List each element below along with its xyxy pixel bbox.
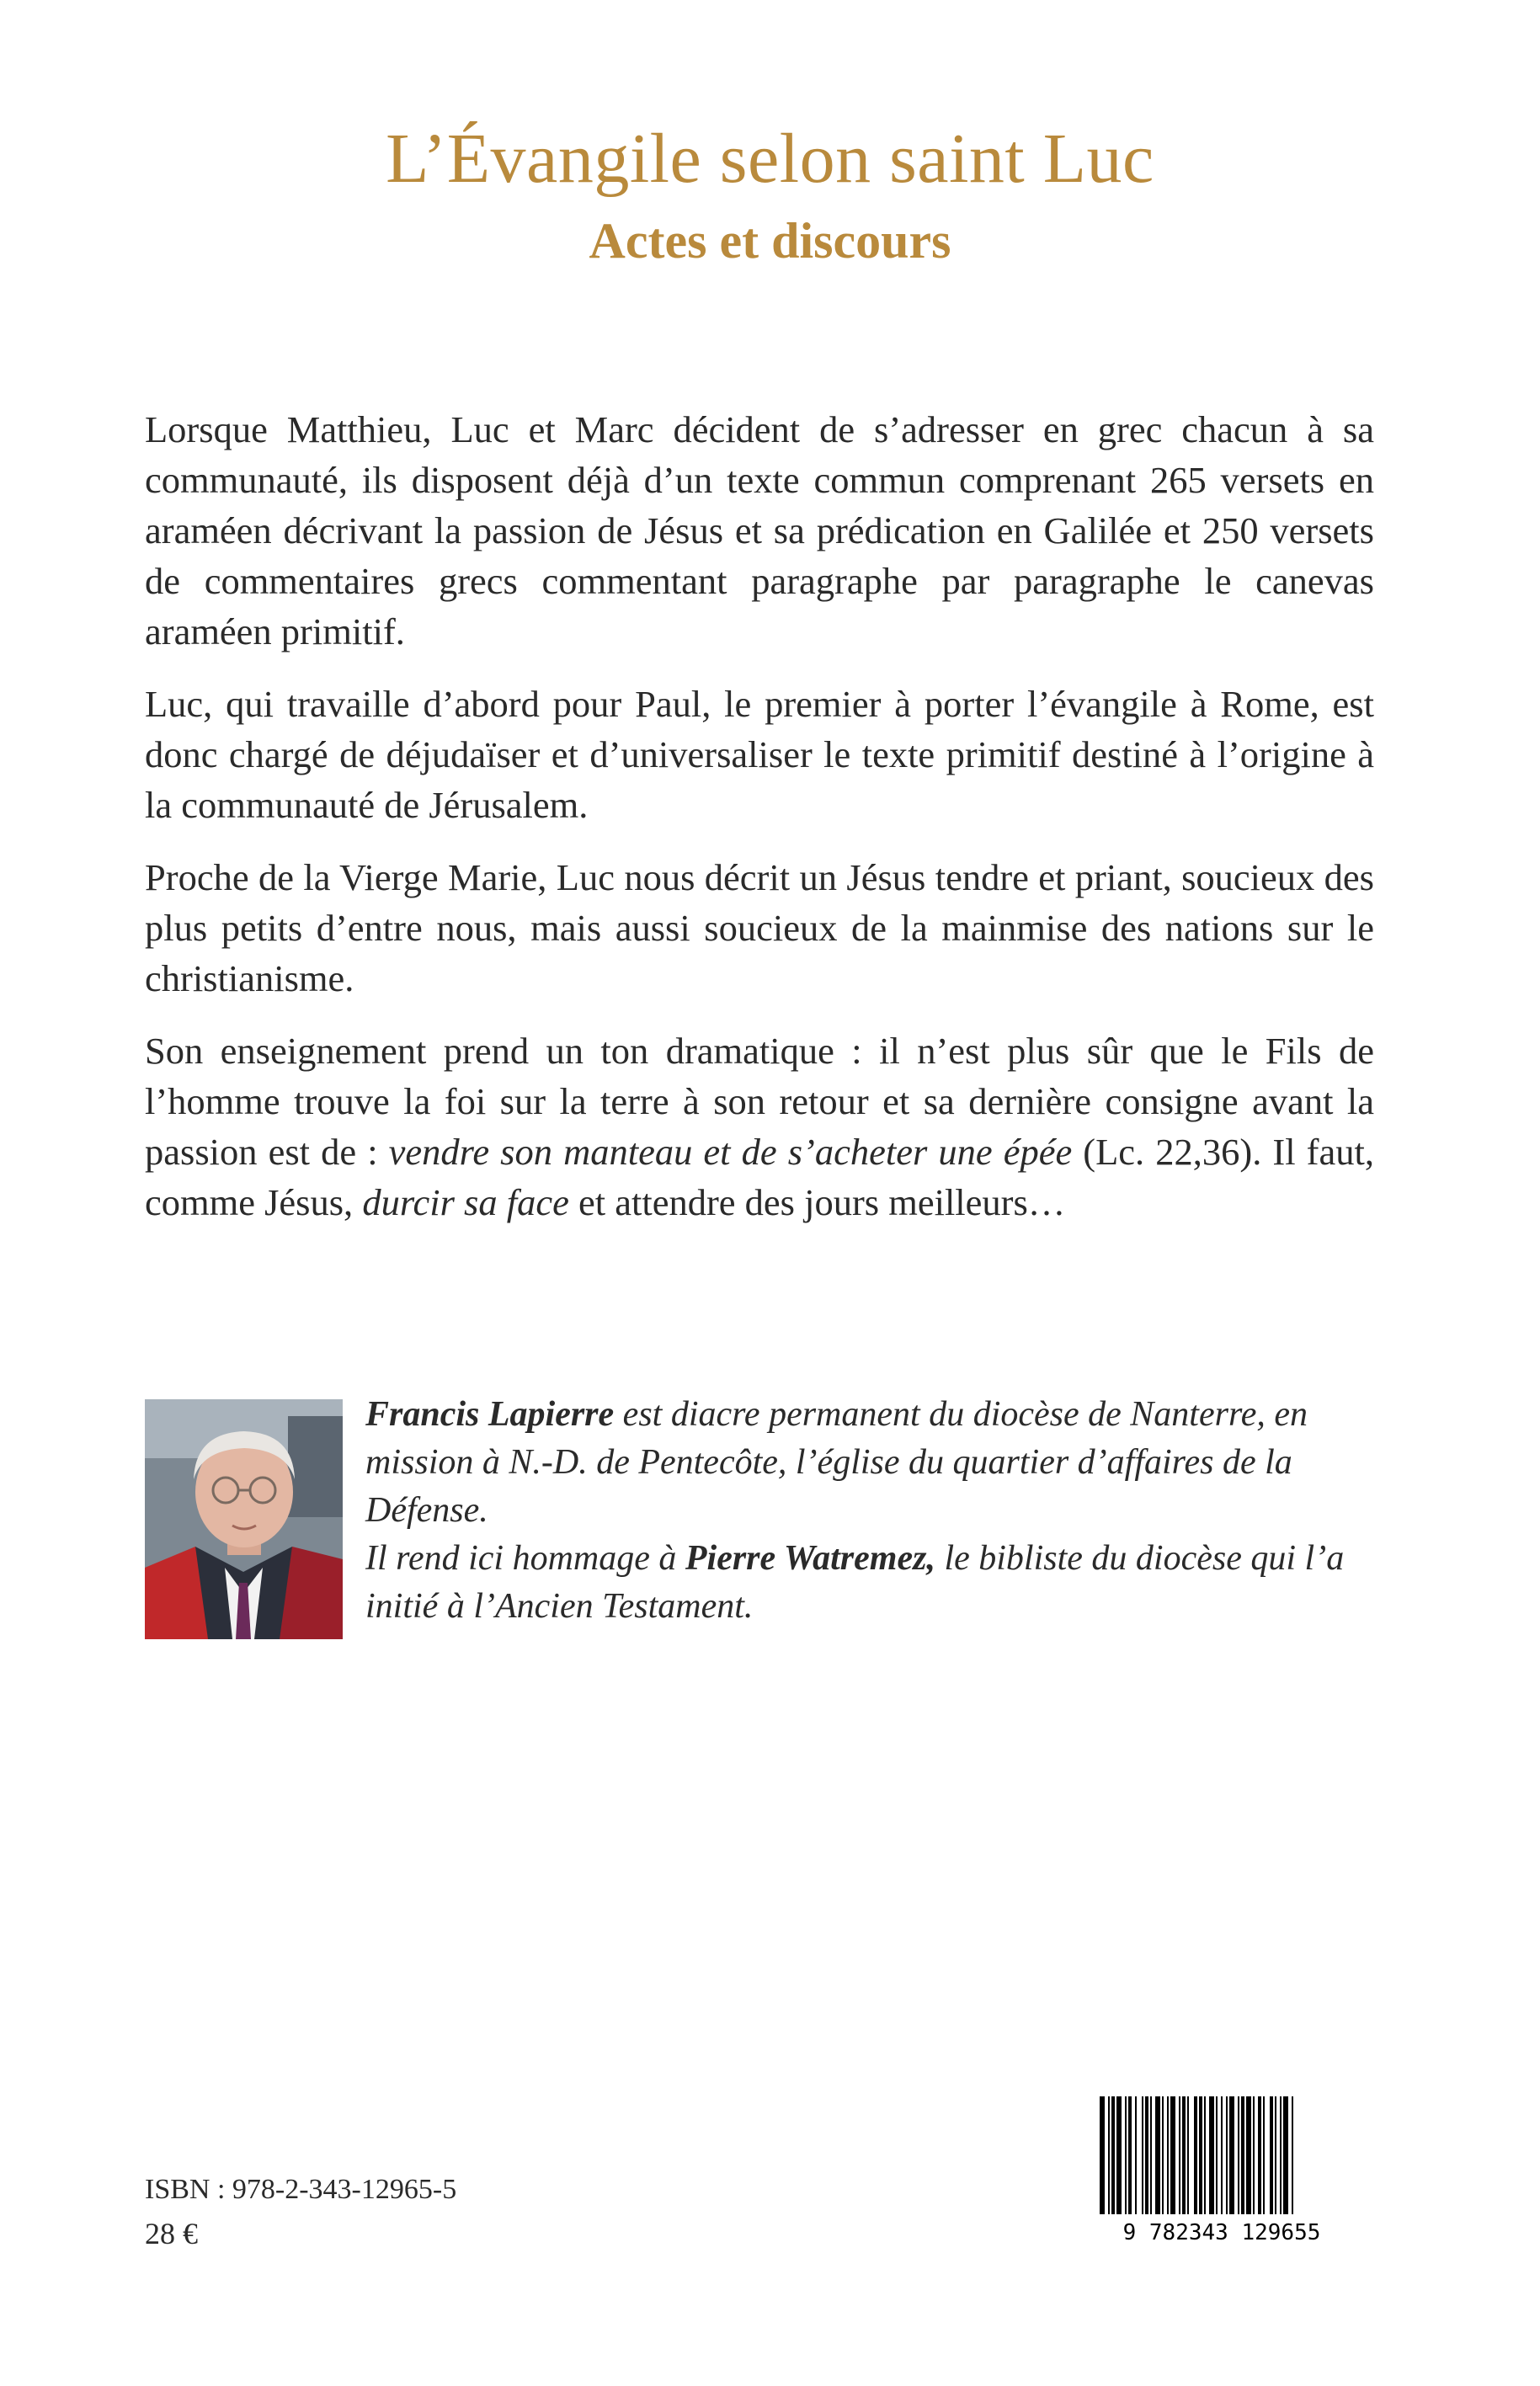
blurb-paragraph-1: Lorsque Matthieu, Luc et Marc décident de s’adresser en grec chacun à sa communauté, ils disposent déjà d’un texte commun comprenant 265 versets en araméen décrivant la passion de Jésus et sa prédication en Galilée et 250 versets de commentaires grecs commentant paragraphe par paragraphe le canevas araméen primitif. [145, 408, 1374, 652]
barcode-bar [1199, 2096, 1202, 2214]
author-bio-text-2b: le bibliste du diocèse qui l’a initié à l’Ancien Testament. [365, 1539, 1345, 1626]
barcode-bar [1100, 2096, 1105, 2214]
blurb-paragraph-3: Proche de la Vierge Marie, Luc nous décrit un Jésus tendre et priant, soucieux des plus petits d’entre nous, mais aussi soucieux de la mainmise des nations sur le christianisme. [145, 856, 1374, 999]
barcode-bar [1150, 2096, 1152, 2214]
author-block [145, 1395, 1374, 1643]
blurb [145, 404, 1374, 1249]
barcode-bar [1182, 2096, 1186, 2214]
barcode-bar [1204, 2096, 1206, 2214]
barcode-bar [1170, 2096, 1175, 2214]
book-subtitle: Actes et discours [589, 213, 951, 269]
barcode-bar [1216, 2096, 1218, 2214]
barcode-bar [1108, 2096, 1110, 2214]
barcode-bar [1135, 2096, 1137, 2214]
author-bio-line-2 [365, 1535, 1376, 1631]
barcode-bar [1275, 2096, 1276, 2214]
barcode-bar [1270, 2096, 1273, 2214]
isbn: ISBN : 978-2-343-12965-5 [145, 2174, 457, 2205]
author-bio-text-1: est diacre permanent du diocèse de Nanterre, en mission à N.-D. de Pentecôte, l’église du quartier d’affaires de la Défense. [365, 1395, 1308, 1530]
barcode-bar [1187, 2096, 1189, 2214]
barcode-bar [1116, 2096, 1122, 2214]
barcode-bar [1209, 2096, 1214, 2214]
barcode-bar [1111, 2096, 1115, 2214]
p4-quote: vendre son manteau et de s’acheter une épée [388, 1131, 1073, 1173]
author-name: Francis Lapierre [365, 1395, 615, 1434]
author-bio-text-2a: Il rend ici hommage à [365, 1539, 685, 1578]
barcode-bar [1238, 2096, 1239, 2214]
book-title: L’Évangile selon saint Luc [386, 120, 1154, 198]
barcode-bar [1179, 2096, 1180, 2214]
author-bio-line-1 [365, 1391, 1376, 1535]
barcode-bar [1292, 2096, 1293, 2214]
barcode-bar [1125, 2096, 1127, 2214]
author-bio [365, 1391, 1376, 1631]
barcode-bar [1241, 2096, 1244, 2214]
p4-quote-2: durcir sa face [362, 1181, 569, 1223]
price: 28 € [145, 2217, 198, 2250]
barcode-bar [1226, 2096, 1228, 2214]
barcode-bar [1253, 2096, 1255, 2214]
blurb-paragraph-4 [145, 1025, 1374, 1228]
mentor-name: Pierre Watremez, [685, 1539, 935, 1578]
barcode-bar [1246, 2096, 1251, 2214]
barcode-bar [1221, 2096, 1223, 2214]
author-photo [145, 1399, 343, 1639]
barcode [1088, 2093, 1356, 2245]
barcode-bar [1162, 2096, 1164, 2214]
barcode-bar [1167, 2096, 1169, 2214]
blurb-paragraph-2: Luc, qui travaille d’abord pour Paul, le premier à porter l’évangile à Rome, est donc chargé de déjudaïser et d’universaliser le texte primitif destiné à l’origine à la communauté de Jérusalem. [145, 683, 1374, 826]
barcode-bar [1155, 2096, 1160, 2214]
p4-text-a: Son enseignement prend un ton dramatique : il n’est plus sûr que le Fils de l’homme trouve la foi sur la terre à son retour et sa dernière consigne avant la passion est de : [145, 1030, 1374, 1173]
barcode-bar [1142, 2096, 1143, 2214]
barcode-bar [1128, 2096, 1132, 2214]
p4-text-b: (Lc. 22,36). Il faut, comme Jésus, [145, 1131, 1374, 1223]
barcode-bar [1283, 2096, 1288, 2214]
barcode-digits: 9 782343 129655 [1122, 2220, 1321, 2245]
barcode-bar [1280, 2096, 1282, 2214]
barcode-bar [1194, 2096, 1197, 2214]
barcode-bar [1258, 2096, 1261, 2214]
barcode-bar [1263, 2096, 1265, 2214]
barcode-bar [1145, 2096, 1148, 2214]
p4-text-c: et attendre des jours meilleurs… [568, 1181, 1066, 1223]
barcode-bar [1229, 2096, 1234, 2214]
